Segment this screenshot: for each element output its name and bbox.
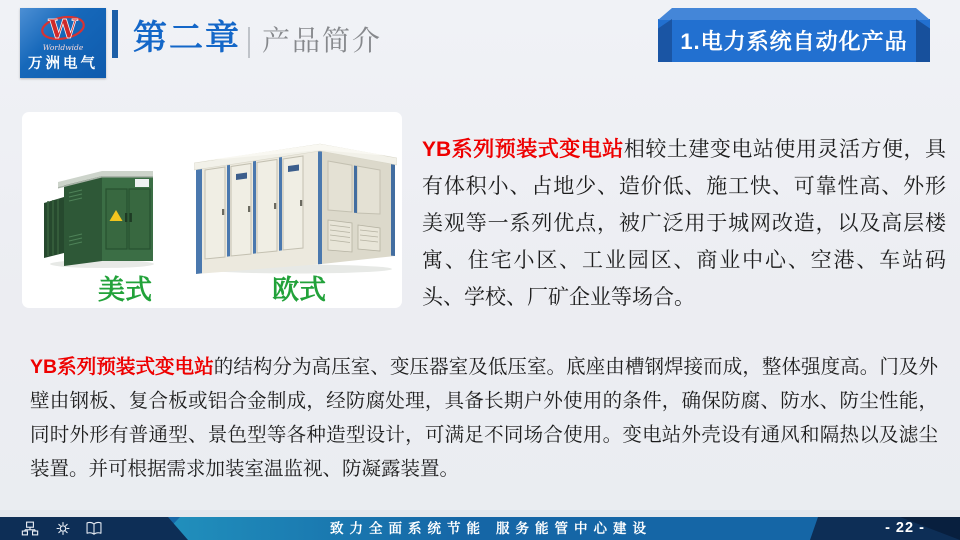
slogan-right: 服务能管中心建设 — [496, 521, 652, 536]
footer-shadow-strip — [0, 510, 960, 517]
title-divider — [248, 27, 250, 58]
open-book-icon — [85, 520, 103, 537]
section-badge — [658, 8, 930, 62]
gear-icon — [54, 520, 72, 537]
intro-body: 相较土建变电站使用灵活方便，具有体积小、占地少、造价低、施工快、可靠性高、外形美观等一系列优点，被广泛用于城网改造，以及高层楼寓、住宅小区、工业园区、商业中心、空港、车站码头、学校、厂矿企业等场合。 — [422, 138, 947, 309]
title-accent-bar — [112, 10, 118, 58]
american-style-transformer-image — [42, 165, 155, 268]
footer-slogan — [330, 517, 652, 540]
worldwide-logo-icon — [20, 8, 106, 78]
european-style-transformer-image — [194, 124, 397, 274]
page-number: - 22 - — [885, 520, 925, 536]
company-logo — [20, 8, 106, 78]
intro-highlight: YB系列预装式变电站 — [422, 138, 624, 161]
detail-paragraph — [30, 350, 938, 486]
product-photo-panel — [22, 112, 402, 308]
footer-bar — [0, 517, 960, 540]
detail-body: 的结构分为高压室、变压器室及低压室。底座由槽钢焊接而成，整体强度高。门及外壁由钢板、复合板或铝合金制成，经防腐处理，具备长期户外使用的条件，确保防腐、防水、防尘性能，同时外形有普通型、景色型等各种造型设计，可满足不同场合使用。变电站外壳设有通风和隔热以及滤尘装置。并可根据需求加装室温监视、防凝露装置。 — [30, 355, 938, 480]
logo-company-cn: 万洲电气 — [28, 56, 98, 72]
american-style-label: 美式 — [98, 275, 152, 306]
detail-highlight: YB系列预装式变电站 — [30, 355, 214, 378]
sitemap-icon — [21, 520, 39, 537]
slogan-left: 致力全面系统节能 — [330, 521, 486, 536]
section-badge-label: 1.电力系统自动化产品 — [680, 29, 908, 54]
chapter-title: 第二章 — [133, 19, 241, 57]
logo-company-en: Worldwide — [42, 43, 84, 52]
logo-monogram: W — [48, 15, 78, 45]
page-subtitle: 产品简介 — [262, 25, 383, 56]
european-style-label: 欧式 — [272, 275, 326, 306]
intro-paragraph — [422, 131, 946, 316]
